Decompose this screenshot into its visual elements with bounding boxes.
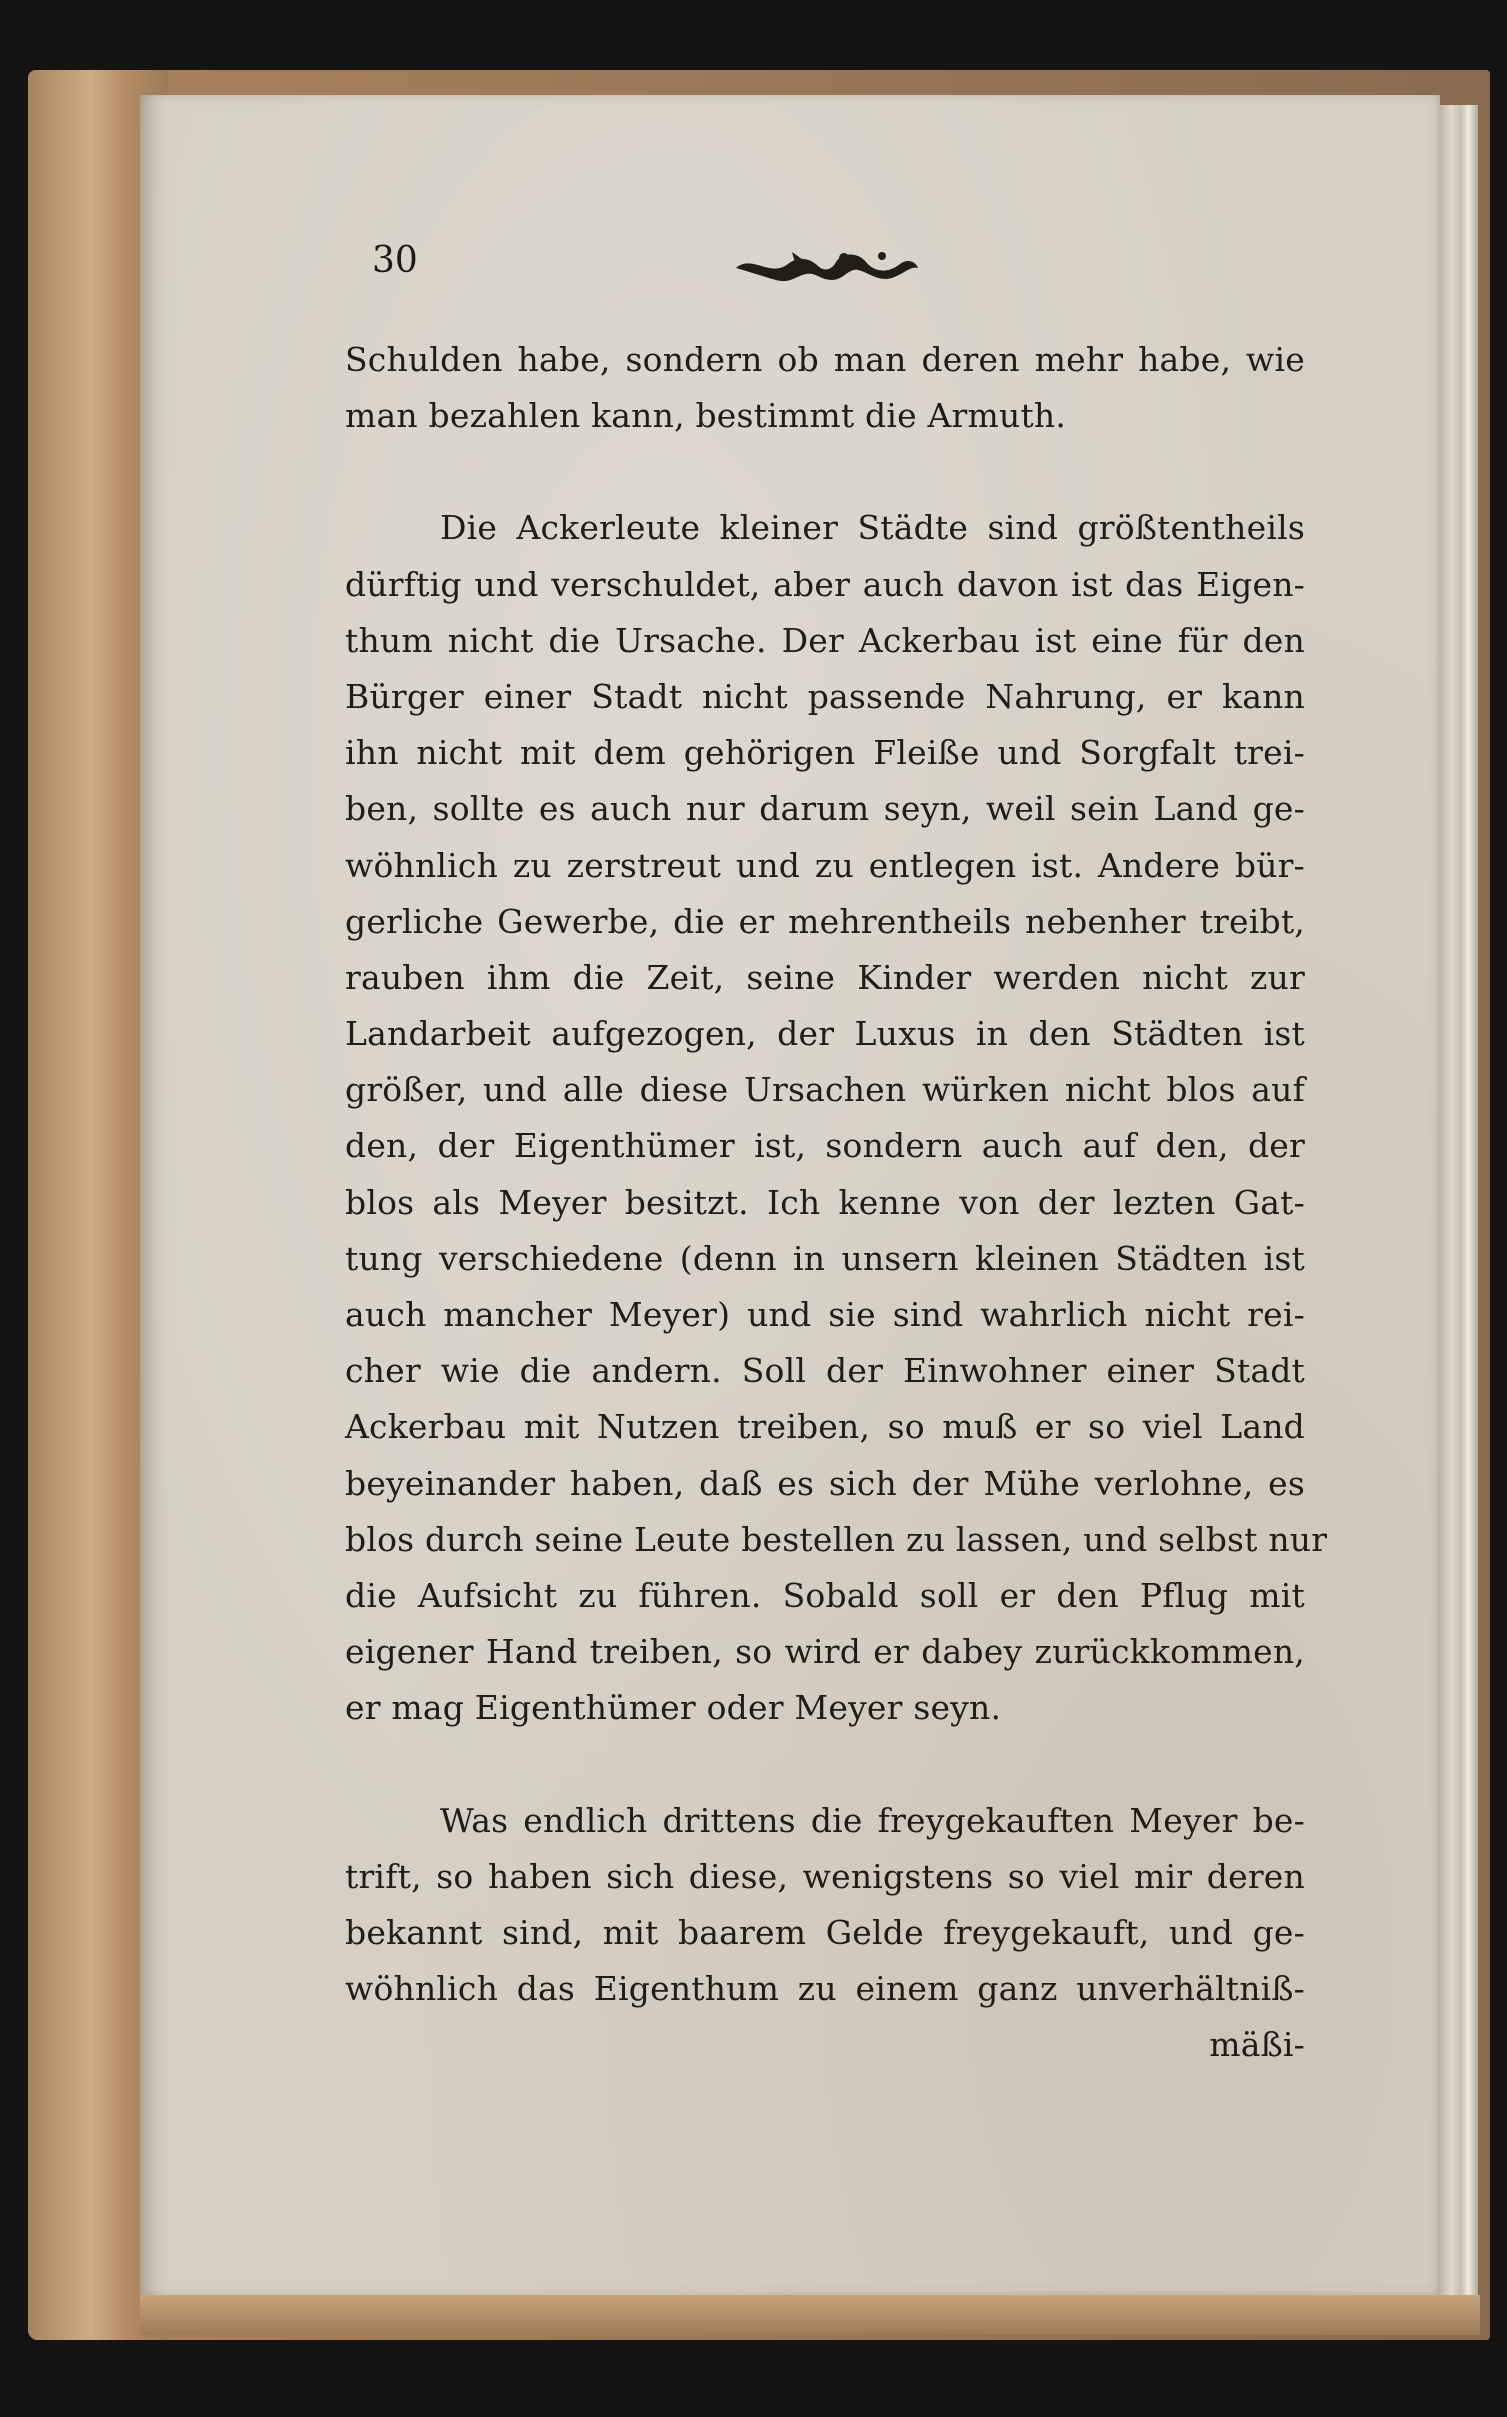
text-line: man bezahlen kann, bestimmt die Armuth. bbox=[345, 396, 1067, 436]
header-ornament-icon bbox=[732, 244, 922, 290]
text-line: ihn nicht mit dem gehörigen Fleiße und Sorgfalt trei- bbox=[345, 733, 1305, 773]
text-line: trift, so haben sich diese, wenigstens so viel mir deren bbox=[345, 1856, 1305, 1896]
text-line: Die Ackerleute kleiner Städte sind größtentheils bbox=[440, 508, 1305, 548]
text-line: auch mancher Meyer) und sie sind wahrlich nicht rei- bbox=[345, 1295, 1305, 1334]
text-line: den, der Eigenthümer ist, sondern auch auf den, der bbox=[345, 1126, 1305, 1166]
text-line: eigener Hand treiben, so wird er dabey zurückkommen, bbox=[345, 1632, 1305, 1672]
catchword: mäßi- bbox=[1209, 2025, 1305, 2065]
text-line: bekannt sind, mit baarem Gelde freygekauft, und ge- bbox=[345, 1912, 1305, 1952]
page-stack-edge bbox=[1440, 105, 1478, 2295]
text-line: blos als Meyer besitzt. Ich kenne von der lezten Gat- bbox=[345, 1182, 1305, 1222]
text-line: Schulden habe, sondern ob man deren mehr habe, wie bbox=[345, 340, 1305, 379]
text-line: beyeinander haben, daß es sich der Mühe verlohne, es bbox=[345, 1463, 1305, 1503]
text-line: dürftig und verschuldet, aber auch davon ist das Eigen- bbox=[345, 564, 1305, 604]
text-line: Bürger einer Stadt nicht passende Nahrung, er kann bbox=[345, 676, 1305, 716]
paragraph-gap bbox=[345, 444, 1305, 500]
text-line: wöhnlich das Eigenthum zu einem ganz unverhältniß- bbox=[345, 1969, 1305, 2009]
body-text bbox=[345, 332, 1328, 2073]
text-line: ben, sollte es auch nur darum seyn, weil sein Land ge- bbox=[345, 789, 1305, 829]
text-line: er mag Eigenthümer oder Meyer seyn. bbox=[345, 1688, 1002, 1728]
cover-bottom-edge bbox=[140, 2295, 1480, 2335]
text-line: gerliche Gewerbe, die er mehrentheils nebenher treibt, bbox=[345, 901, 1305, 941]
text-line: tung verschiedene (denn in unsern kleinen Städten ist bbox=[345, 1238, 1305, 1278]
paragraph-gap bbox=[345, 1737, 1305, 1793]
text-line: die Aufsicht zu führen. Sobald soll er den Pflug mit bbox=[345, 1575, 1305, 1615]
text-line: Was endlich drittens die freygekauften Meyer be- bbox=[440, 1800, 1305, 1840]
page-header bbox=[372, 240, 1332, 300]
text-line: blos durch seine Leute bestellen zu lassen, und selbst nur bbox=[345, 1519, 1328, 1559]
text-line: wöhnlich zu zerstreut und zu entlegen ist. Andere bür- bbox=[345, 845, 1305, 885]
text-line: thum nicht die Ursache. Der Ackerbau ist eine für den bbox=[345, 620, 1305, 660]
text-line: Ackerbau mit Nutzen treiben, so muß er so viel Land bbox=[345, 1407, 1305, 1447]
page-number: 30 bbox=[372, 240, 418, 281]
text-line: größer, und alle diese Ursachen würken nicht blos auf bbox=[345, 1070, 1305, 1110]
text-line: cher wie die andern. Soll der Einwohner einer Stadt bbox=[345, 1351, 1305, 1391]
text-line: rauben ihm die Zeit, seine Kinder werden nicht zur bbox=[345, 957, 1305, 997]
text-line: Landarbeit aufgezogen, der Luxus in den Städten ist bbox=[345, 1014, 1305, 1054]
